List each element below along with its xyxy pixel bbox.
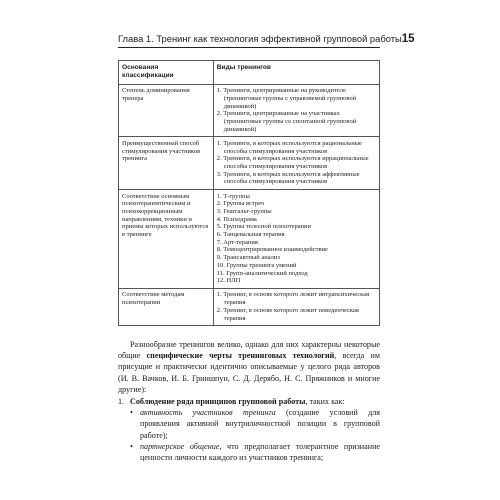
training-type-item: 12. НЛП (216, 277, 241, 285)
training-type-item: 9. Трансактный анализ (216, 254, 280, 262)
intro-text: Разнообразие тренингов велико, однако для них характерны некоторые общие (118, 340, 380, 361)
item-rest-text: , таких как: (305, 397, 345, 407)
classification-basis-cell: Преимущественный способ стимулирования участников тренинга (119, 137, 214, 190)
header-rule (118, 47, 380, 48)
running-head (118, 33, 415, 45)
training-types-cell (213, 190, 379, 289)
body-text (118, 339, 380, 463)
training-type-item: 3. Гештальт-группы (216, 207, 272, 215)
page-number: 15 (401, 33, 415, 45)
training-type-item: 1. Тренинги, центрированные на руководителе (тренинговые группы с управляемой групповой динамикой) (216, 87, 357, 110)
bullet-icon: • (130, 441, 133, 451)
training-types-cell (213, 137, 379, 190)
training-type-item: 11. Групп-аналитический подход (216, 269, 308, 277)
running-title: Глава 1. Тренинг как технология эффективной групповой работы (118, 33, 402, 44)
table-row (119, 288, 380, 325)
intro-bold-term: специфические черты тренинговых технологий (146, 351, 335, 361)
bullet-icon: • (130, 408, 133, 418)
training-type-item: 1. Тренинг, в основе которого лежит интрапсихическая терапия (216, 291, 370, 307)
item-bold-text: Соблюдение ряда принципов групповой работы (130, 397, 306, 407)
training-types-cell (213, 288, 379, 325)
training-type-item: 2. Тренинг, в основе которого лежит поведенческая терапия (216, 306, 359, 322)
training-types-cell (213, 84, 379, 137)
table-row (119, 84, 380, 137)
numbered-item-1 (118, 396, 380, 407)
principle-name: активность участников тренинга (140, 408, 276, 418)
principle-description: , что предполагает толерантное признание ценности личности каждого из участников тренинга; (140, 441, 380, 463)
training-type-item: 2. Тренинги, центрированные на участниках (тренинговые группы со спонтанной групповой динамикой) (216, 110, 357, 133)
table-body (119, 84, 380, 326)
table-row (119, 137, 380, 190)
training-type-item: 8. Темоцентрированное взаимодействие (216, 246, 328, 254)
classification-basis-cell: Соответствие методам психотерапии (119, 288, 214, 325)
classification-basis-cell: Соответствие основным психотерапевтическим и психокоррекционным направлениям, техники и приемы которых используются в тренинге (119, 190, 214, 289)
training-type-item: 5. Группы телесной психотерапии (216, 223, 311, 231)
training-type-item: 2. Группы встреч (216, 200, 265, 208)
table-header-row (119, 61, 380, 85)
training-type-item: 6. Танцевальная терапия (216, 231, 285, 239)
column-header-types: Виды тренингов (213, 61, 379, 85)
item-number: 1. (118, 397, 125, 407)
table-row (119, 190, 380, 289)
principles-list (118, 407, 380, 463)
training-type-item: 2. Тренинги, в которых используются иррациональные способы стимулирования участников (216, 155, 369, 170)
column-header-basis: Основания классификации (119, 61, 214, 85)
principle-description: (создание условий для проявления активной внутриличностной позиции в групповой работе); (140, 408, 381, 440)
training-type-item: 10. Группы тренинга умений (216, 261, 297, 269)
principle-name: партнерское общение (140, 441, 220, 451)
training-type-item: 3. Тренинги, в которых используются аффективные способы стимулирования участников (216, 170, 360, 186)
intro-text-end: , всегда им присущие и практически идентично описываемые у целого ряда авторов (И. В. Вачков, И. Б. Гриншпун, С. Д. Дерябо, Н. С. Пряжников и многие другие): (118, 351, 380, 394)
principle-bullet (118, 441, 380, 463)
principle-bullet (118, 407, 380, 441)
training-type-item: 1. Тренинги, в которых используются рациональные способы стимулирования участников (216, 139, 362, 155)
classification-basis-cell: Степень доминирования тренера (119, 84, 214, 137)
training-type-item: 7. Арт-терапия (216, 238, 258, 246)
intro-paragraph (118, 339, 380, 395)
classification-table (118, 60, 380, 326)
training-type-item: 4. Психодрама (216, 215, 257, 223)
training-type-item: 1. Т-группы (216, 192, 250, 200)
